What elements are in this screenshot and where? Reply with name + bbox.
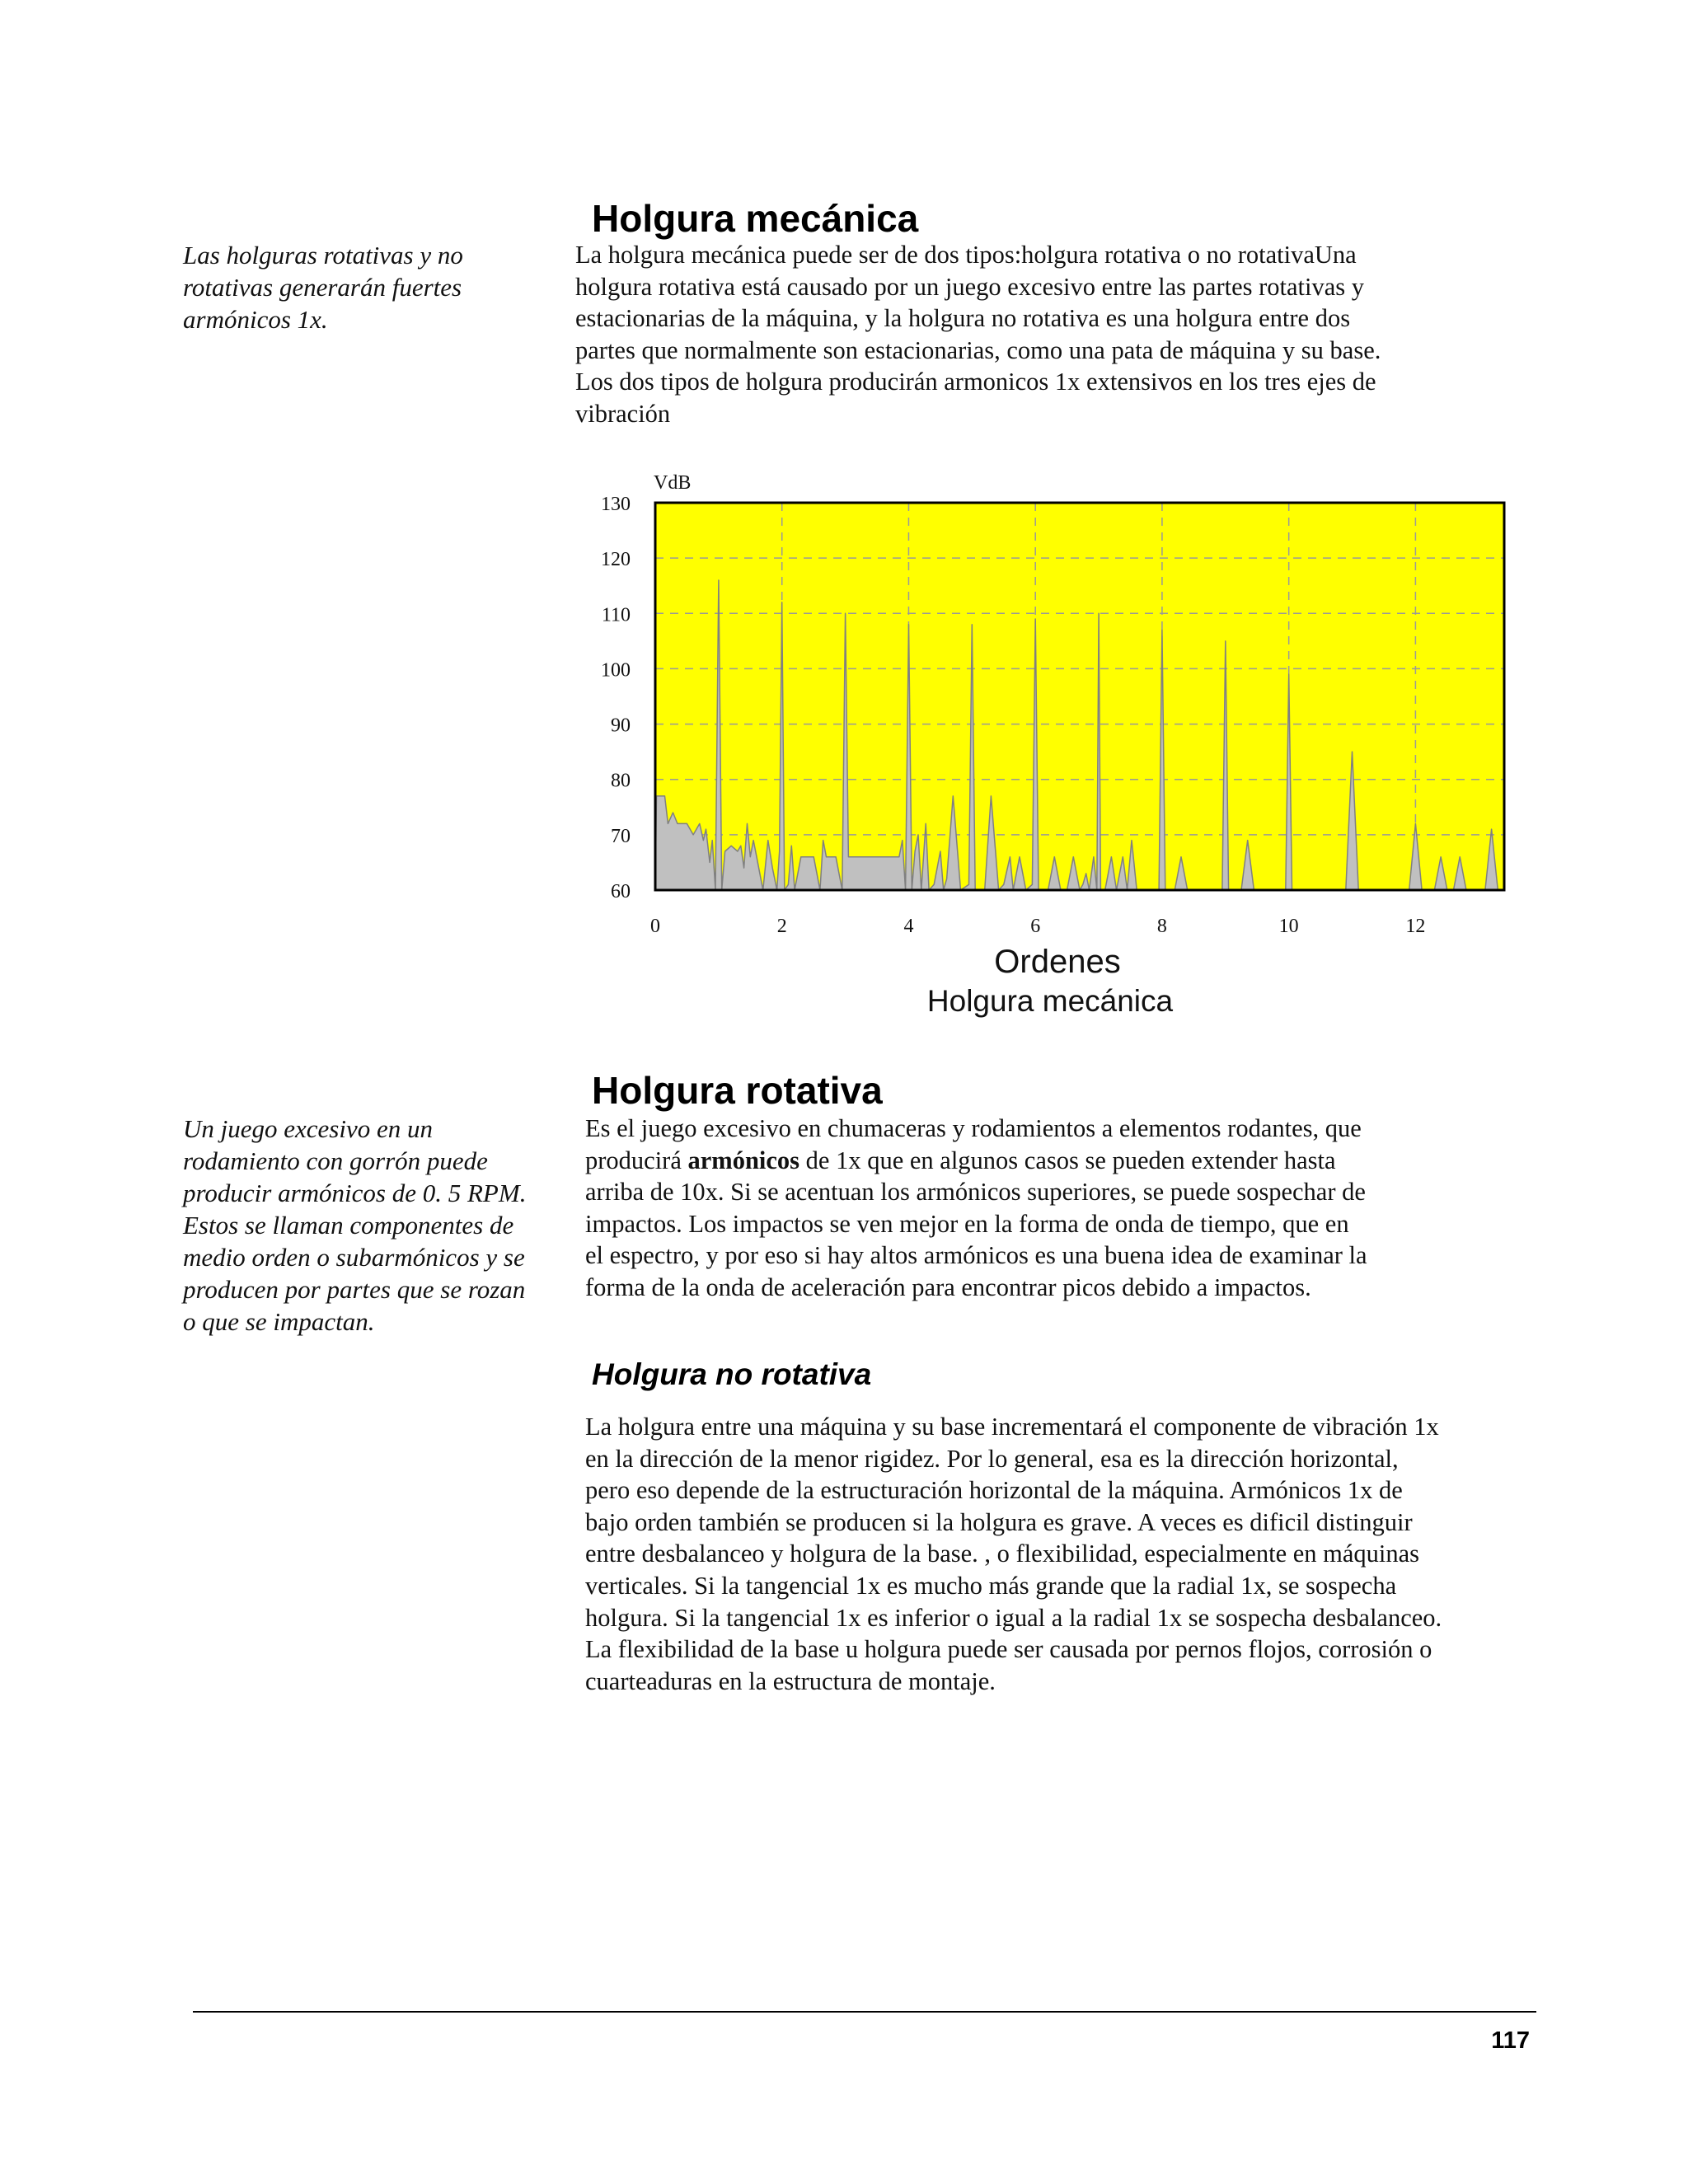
footer-rule <box>193 2011 1536 2013</box>
paragraph-text: de 1x que en algunos casos se pueden extender hasta <box>799 1146 1336 1174</box>
paragraph-line: forma de la onda de aceleración para encontrar picos debido a impactos. <box>585 1272 1311 1301</box>
y-tick-label: 130 <box>601 494 631 515</box>
paragraph-holgura-rotativa <box>585 1113 1367 1304</box>
sidenote-subharmonics <box>183 1113 562 1338</box>
paragraph-line: Los dos tipos de holgura producirán armonicos 1x extensivos en los tres ejes de <box>575 368 1376 396</box>
paragraph-line: pero eso depende de la estructuración horizontal de la máquina. Armónicos 1x de <box>585 1476 1403 1505</box>
paragraph-line: vibración <box>575 399 671 428</box>
x-axis-label: Ordenes <box>994 944 1121 980</box>
paragraph-line: impactos. Los impactos se ven mejor en la forma de onda de tiempo, que en <box>585 1209 1349 1238</box>
paragraph-line: arriba de 10x. Si se acentuan los armónicos superiores, se puede sospechar de <box>585 1178 1366 1207</box>
chart-title: Holgura mecánica <box>926 984 1174 1018</box>
paragraph-line: La flexibilidad de la base u holgura puede ser causada por pernos flojos, corrosión o <box>585 1635 1432 1664</box>
paragraph-text: producirá <box>585 1146 688 1174</box>
y-tick-label: 70 <box>611 825 631 847</box>
sidenote-line: rodamiento con gorrón puede <box>183 1146 488 1175</box>
sidenote-loosening-harmonics <box>183 239 562 335</box>
spectrum-chart <box>577 462 1525 1022</box>
paragraph-line: Es el juego excesivo en chumaceras y rodamientos a elementos rodantes, que <box>585 1114 1362 1142</box>
sidenote-line: armónicos 1x. <box>183 305 328 334</box>
paragraph-line: verticales. Si la tangencial 1x es mucho más grande que la radial 1x, se sospecha <box>585 1571 1397 1600</box>
paragraph-line: La holgura entre una máquina y su base incrementará el componente de vibración 1x <box>585 1413 1439 1441</box>
section-title-holgura-no-rotativa: Holgura no rotativa <box>592 1357 872 1391</box>
paragraph-line: holgura. Si la tangencial 1x es inferior o igual a la radial 1x se sospecha desbalanceo. <box>585 1603 1442 1632</box>
x-tick-label: 8 <box>1156 916 1167 937</box>
x-tick-label: 12 <box>1405 916 1426 937</box>
y-tick-label: 90 <box>611 715 631 737</box>
sidenote-line: Un juego excesivo en un <box>183 1114 433 1143</box>
paragraph-holgura-no-rotativa <box>585 1411 1442 1697</box>
sidenote-line: medio orden o subarmónicos y se <box>183 1243 525 1272</box>
y-tick-label: 60 <box>611 881 631 902</box>
x-tick-label: 0 <box>650 916 660 937</box>
paragraph-line: partes que normalmente son estacionarias, como una pata de máquina y su base. <box>575 335 1381 364</box>
paragraph-line: bajo orden también se producen si la holgura es grave. A veces es dificil distinguir <box>585 1507 1413 1536</box>
sidenote-line: producir armónicos de 0. 5 RPM. <box>183 1179 527 1207</box>
paragraph-line: holgura rotativa está causado por un juego excesivo entre las partes rotativas y <box>575 272 1365 301</box>
y-axis-label: VdB <box>654 472 692 494</box>
paragraph-bold-term: armónicos <box>687 1146 800 1174</box>
paragraph-line: entre desbalanceo y holgura de la base. , o flexibilidad, especialmente en máquinas <box>585 1540 1420 1568</box>
sidenote-line: o que se impactan. <box>183 1307 375 1336</box>
x-tick-label: 10 <box>1278 916 1299 937</box>
y-tick-label: 100 <box>601 659 631 682</box>
sidenote-line: rotativas generarán fuertes <box>183 273 462 302</box>
sidenote-line: Las holguras rotativas y no <box>183 241 463 269</box>
x-tick-label: 4 <box>903 916 914 937</box>
paragraph-line <box>585 1145 1367 1177</box>
paragraph-holgura-mecanica <box>575 239 1381 430</box>
page-number: 117 <box>1491 2027 1530 2054</box>
y-tick-label: 120 <box>601 549 631 571</box>
section-title-holgura-rotativa: Holgura rotativa <box>592 1069 883 1112</box>
paragraph-line: cuarteaduras en la estructura de montaje. <box>585 1666 996 1695</box>
y-tick-label: 110 <box>601 604 631 626</box>
paragraph-line: el espectro, y por eso si hay altos armónicos es una buena idea de examinar la <box>585 1241 1367 1270</box>
x-tick-label: 6 <box>1030 916 1041 937</box>
paragraph-line: La holgura mecánica puede ser de dos tipos:holgura rotativa o no rotativaUna <box>575 241 1357 269</box>
y-tick-label: 80 <box>611 770 631 792</box>
sidenote-line: producen por partes que se rozan <box>183 1275 526 1304</box>
section-title-holgura-mecanica: Holgura mecánica <box>592 197 919 240</box>
x-tick-label: 2 <box>776 916 787 937</box>
paragraph-line: estacionarias de la máquina, y la holgura no rotativa es una holgura entre dos <box>575 304 1351 333</box>
sidenote-line: Estos se llaman componentes de <box>183 1211 514 1240</box>
paragraph-line: en la dirección de la menor rigidez. Por lo general, esa es la dirección horizontal, <box>585 1444 1399 1473</box>
